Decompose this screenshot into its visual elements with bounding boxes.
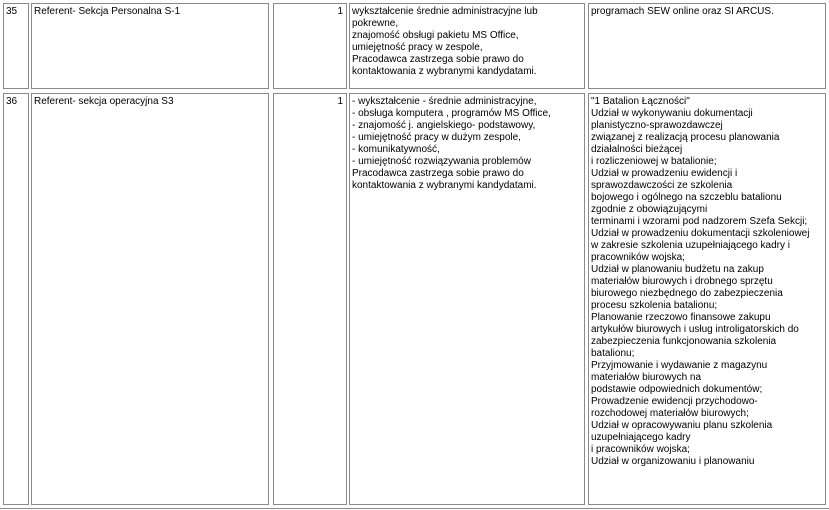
duties-text: "1 Batalion Łączności" Udział w wykonywaniu dokumentacji planistyczno-sprawozdawczej związanej z realizacją procesu planowania działalności bieżącej i rozliczeniowej w batalionie; Udział w prowadzeniu ewidencji i sprawozdawczości ze szkolenia bojowego i ogólnego na szczeblu batalionu zgodnie z obowiązującymi terminami i wzorami pod nadzorem Szefa Sekcji; Udział w prowadzeniu dokumentacji szkoleniowej w zakresie szkolenia uzupełniającego kadry i pracowników wojska; Udział w planowaniu budżetu na zakup materiałów biurowych i drobnego sprzętu biurowego niezbędnego do zabezpieczenia procesu szkolenia batalionu; Planowanie rzeczowo finansowe zakupu artykułów biurowych i usług introligatorskich do zabezpieczenia funkcjonowania szkolenia batalionu; Przyjmowanie i wydawanie z magazynu materiałów biurowych na podstawie odpowiednich dokumentów; Prowadzenie ewidencji przychodowo- rozchodowej materiałów biurowych; Udział w opracowywaniu planu szkolenia uzupełniającego kadry i pracowników wojska; Udział w organizowaniu i planowaniu: [591, 96, 810, 467]
position-title: Referent- Sekcja Personalna S-1: [34, 6, 181, 17]
requirements-text: - wykształcenie - średnie administracyjne, - obsługa komputera , programów MS Office, - znajomość j. angielskiego- podstawowy, - umiejętność pracy w dużym zespole, - komunikatywność, - umiejętność rozwiązywania problemów Pracodawca zastrzega sobie prawo do kontaktowania z wybranymi kandydatami.: [352, 96, 551, 191]
cell-count: [273, 93, 347, 505]
cell-count: [273, 3, 347, 89]
duties-text: programach SEW online oraz SI ARCUS.: [591, 6, 774, 17]
cell-duties: [588, 3, 826, 89]
cell-duties: [588, 93, 826, 505]
cell-number: [3, 93, 29, 505]
table-bottom-divider: [0, 508, 829, 509]
table-row: [0, 0, 829, 92]
cell-requirements: [349, 93, 585, 505]
cell-position-title: [31, 3, 269, 89]
row-number: 36: [6, 96, 18, 107]
position-title: Referent- sekcja operacyjna S3: [34, 96, 174, 107]
table-row: [0, 92, 829, 506]
cell-number: [3, 3, 29, 89]
cell-requirements: [349, 3, 585, 89]
cell-position-title: [31, 93, 269, 505]
position-count: 1: [337, 96, 343, 107]
requirements-text: wykształcenie średnie administracyjne lub pokrewne, znajomość obsługi pakietu MS Office, umiejętność pracy w zespole, Pracodawca zastrzega sobie prawo do kontaktowania z wybranymi kandydatami.: [352, 6, 538, 77]
position-count: 1: [337, 6, 343, 17]
row-number: 35: [6, 6, 18, 17]
